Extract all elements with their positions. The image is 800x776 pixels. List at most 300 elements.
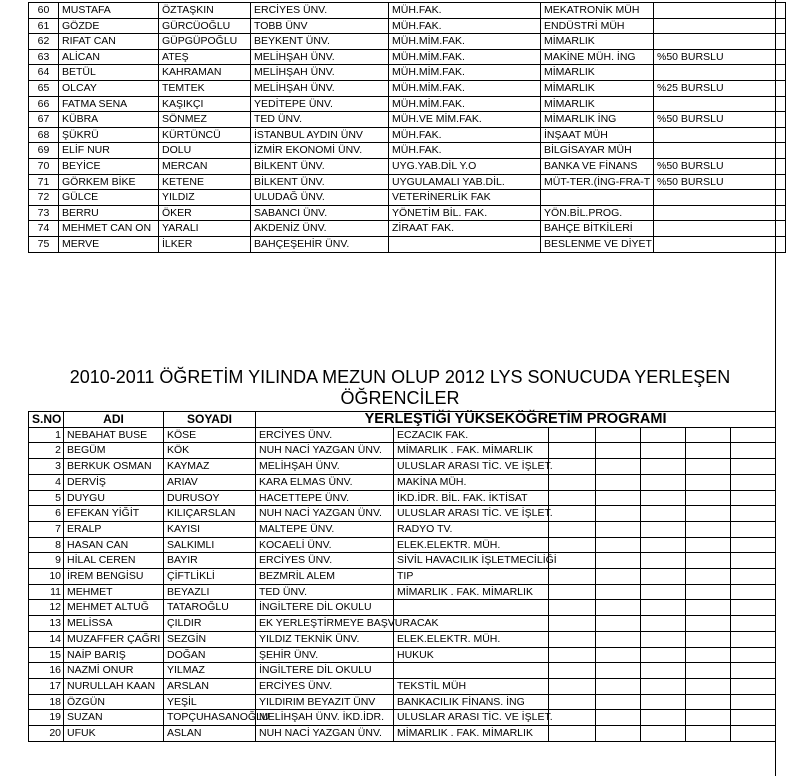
empty-cell (731, 521, 776, 537)
first-name: BERKUK OSMAN (64, 459, 164, 475)
first-name: NAZMİ ONUR (64, 663, 164, 679)
row-number: 9 (29, 553, 64, 569)
empty-cell (641, 553, 686, 569)
table-row (29, 521, 776, 537)
row-number: 66 (29, 96, 59, 112)
department: BANKA VE FİNANS (541, 158, 654, 174)
table-row (29, 18, 786, 34)
empty-cell (731, 443, 776, 459)
faculty: MÜH.MİM.FAK. (389, 65, 541, 81)
empty-cell (549, 443, 596, 459)
first-name: MERVE (59, 236, 159, 252)
university: MALTEPE ÜNV. (256, 521, 394, 537)
surname: TEMTEK (159, 80, 251, 96)
empty-cell (686, 521, 731, 537)
surname: KAYMAZ (164, 459, 256, 475)
program: MİMARLIK . FAK. MİMARLIK (394, 726, 549, 742)
department: İNŞAAT MÜH (541, 127, 654, 143)
header-name: ADI (64, 412, 164, 428)
program (394, 663, 549, 679)
row-number: 74 (29, 221, 59, 237)
university: ERCİYES ÜNV. (256, 553, 394, 569)
program: TIP (394, 569, 549, 585)
first-name: HİLAL CEREN (64, 553, 164, 569)
first-name: DUYGU (64, 490, 164, 506)
university: BEZMRİL ALEM (256, 569, 394, 585)
faculty: VETERİNERLİK FAK (389, 190, 541, 206)
row-number: 8 (29, 537, 64, 553)
faculty: MÜH.MİM.FAK. (389, 49, 541, 65)
university: ERCİYES ÜNV. (256, 678, 394, 694)
university: İNGİLTERE DİL OKULU (256, 663, 394, 679)
university: MELİHŞAH ÜNV. İKD.İDR. (256, 710, 394, 726)
empty-cell (596, 427, 641, 443)
table-row (29, 443, 776, 459)
department: MİMARLIK (541, 34, 654, 50)
program: MAKİNA MÜH. (394, 474, 549, 490)
empty-cell (686, 600, 731, 616)
table-row (29, 174, 786, 190)
table-row (29, 143, 786, 159)
empty-cell (641, 427, 686, 443)
empty-cell (549, 584, 596, 600)
row-number: 73 (29, 205, 59, 221)
row-number: 72 (29, 190, 59, 206)
program: RADYO TV. (394, 521, 549, 537)
empty-cell (731, 490, 776, 506)
surname: YARALI (159, 221, 251, 237)
surname: ÖKER (159, 205, 251, 221)
row-number: 19 (29, 710, 64, 726)
surname: KÜRTÜNCÜ (159, 127, 251, 143)
table-row (29, 569, 776, 585)
faculty: MÜH.FAK. (389, 127, 541, 143)
row-number: 2 (29, 443, 64, 459)
table-row (29, 584, 776, 600)
students-table-continued (28, 2, 786, 253)
scholarship: %25 BURSLU (654, 80, 786, 96)
empty-cell (686, 584, 731, 600)
first-name: BERRU (59, 205, 159, 221)
row-number: 64 (29, 65, 59, 81)
surname: SÖNMEZ (159, 112, 251, 128)
table-row (29, 158, 786, 174)
program: BANKACILIK FİNANS. İNG (394, 694, 549, 710)
empty-cell (549, 631, 596, 647)
first-name: ALİCAN (59, 49, 159, 65)
empty-cell (596, 631, 641, 647)
table-row (29, 127, 786, 143)
table-row (29, 647, 776, 663)
first-name: MELİSSA (64, 616, 164, 632)
table-row (29, 427, 776, 443)
surname: KÖK (164, 443, 256, 459)
empty-cell (731, 569, 776, 585)
first-name: SUZAN (64, 710, 164, 726)
table-row (29, 506, 776, 522)
faculty: MÜH.FAK. (389, 18, 541, 34)
empty-cell (596, 678, 641, 694)
empty-cell (641, 459, 686, 475)
first-name: KÜBRA (59, 112, 159, 128)
department: MİMARLIK (541, 65, 654, 81)
university: NUH NACİ YAZGAN ÜNV. (256, 726, 394, 742)
surname: DOĞAN (164, 647, 256, 663)
table-row (29, 537, 776, 553)
faculty: MÜH.MİM.FAK. (389, 80, 541, 96)
empty-cell (641, 490, 686, 506)
surname: BEYAZLI (164, 584, 256, 600)
surname: TOPÇUHASANOĞLU (164, 710, 256, 726)
table-row (29, 694, 776, 710)
program: MİMARLIK . FAK. MİMARLIK (394, 584, 549, 600)
empty-cell (596, 600, 641, 616)
faculty: ZİRAAT FAK. (389, 221, 541, 237)
empty-cell (549, 616, 596, 632)
university: ULUDAĞ ÜNV. (251, 190, 389, 206)
empty-cell (731, 459, 776, 475)
row-number: 62 (29, 34, 59, 50)
empty-cell (596, 663, 641, 679)
row-number: 68 (29, 127, 59, 143)
empty-cell (596, 726, 641, 742)
empty-cell (596, 537, 641, 553)
table-row (29, 663, 776, 679)
university: TED ÜNV. (256, 584, 394, 600)
university: ERCİYES ÜNV. (251, 3, 389, 19)
empty-cell (549, 600, 596, 616)
empty-cell (731, 553, 776, 569)
scholarship (654, 34, 786, 50)
university: KARA ELMAS ÜNV. (256, 474, 394, 490)
department: MÜT-TER.(İNG-FRA-T (541, 174, 654, 190)
empty-cell (641, 647, 686, 663)
empty-cell (731, 616, 776, 632)
empty-cell (686, 490, 731, 506)
row-number: 71 (29, 174, 59, 190)
university: BAHÇEŞEHİR ÜNV. (251, 236, 389, 252)
faculty: MÜH.MİM.FAK. (389, 96, 541, 112)
scholarship: %50 BURSLU (654, 174, 786, 190)
row-number: 61 (29, 18, 59, 34)
university: NUH NACİ YAZGAN ÜNV. (256, 506, 394, 522)
scholarship (654, 65, 786, 81)
first-name: GÜLCE (59, 190, 159, 206)
university: HACETTEPE ÜNV. (256, 490, 394, 506)
university: BİLKENT ÜNV. (251, 158, 389, 174)
faculty: YÖNETİM BİL. FAK. (389, 205, 541, 221)
empty-cell (731, 584, 776, 600)
row-number: 5 (29, 490, 64, 506)
empty-cell (731, 678, 776, 694)
row-number: 16 (29, 663, 64, 679)
row-number: 7 (29, 521, 64, 537)
table-row (29, 49, 786, 65)
empty-cell (686, 537, 731, 553)
department: MEKATRONİK MÜH (541, 3, 654, 19)
surname: KAYISI (164, 521, 256, 537)
surname: DURUSOY (164, 490, 256, 506)
first-name: DERVİŞ (64, 474, 164, 490)
university: İNGİLTERE DİL OKULU (256, 600, 394, 616)
row-number: 67 (29, 112, 59, 128)
empty-cell (686, 647, 731, 663)
table-row (29, 490, 776, 506)
empty-cell (686, 553, 731, 569)
surname: SALKIMLI (164, 537, 256, 553)
program: İKD.İDR. BİL. FAK. İKTİSAT (394, 490, 549, 506)
empty-cell (596, 616, 641, 632)
scholarship (654, 190, 786, 206)
first-name: ELİF NUR (59, 143, 159, 159)
empty-cell (641, 443, 686, 459)
table-row (29, 553, 776, 569)
empty-cell (596, 474, 641, 490)
table-row (29, 459, 776, 475)
table-row (29, 96, 786, 112)
empty-cell (731, 474, 776, 490)
university: ŞEHİR ÜNV. (256, 647, 394, 663)
surname: KAHRAMAN (159, 65, 251, 81)
university: MELİHŞAH ÜNV. (256, 459, 394, 475)
empty-cell (641, 663, 686, 679)
first-name: GÖZDE (59, 18, 159, 34)
faculty: MÜH.FAK. (389, 143, 541, 159)
first-name: NEBAHAT BUSE (64, 427, 164, 443)
row-number: 75 (29, 236, 59, 252)
university: YILDIZ TEKNİK ÜNV. (256, 631, 394, 647)
university: EK YERLEŞTİRMEYE BAŞVURACAK (256, 616, 394, 632)
table-row (29, 474, 776, 490)
university: İSTANBUL AYDIN ÜNV (251, 127, 389, 143)
scholarship (654, 205, 786, 221)
surname: İLKER (159, 236, 251, 252)
empty-cell (549, 647, 596, 663)
row-number: 69 (29, 143, 59, 159)
faculty: MÜH.VE MİM.FAK. (389, 112, 541, 128)
row-number: 11 (29, 584, 64, 600)
university: TED ÜNV. (251, 112, 389, 128)
program: ULUSLAR ARASI TİC. VE İŞLET. (394, 506, 549, 522)
empty-cell (549, 694, 596, 710)
surname: ARIAV (164, 474, 256, 490)
university: İZMİR EKONOMİ ÜNV. (251, 143, 389, 159)
empty-cell (731, 537, 776, 553)
surname: KÖSE (164, 427, 256, 443)
placement-table (28, 411, 776, 742)
first-name: İREM BENGİSU (64, 569, 164, 585)
first-name: BEYİCE (59, 158, 159, 174)
department: MAKİNE MÜH. İNG (541, 49, 654, 65)
program: ECZACIK FAK. (394, 427, 549, 443)
first-name: ÖZGÜN (64, 694, 164, 710)
first-name: MUSTAFA (59, 3, 159, 19)
empty-cell (641, 616, 686, 632)
header-program: YERLEŞTİĞİ YÜKSEKÖĞRETİM PROGRAMI (256, 412, 776, 428)
scholarship (654, 221, 786, 237)
empty-cell (731, 600, 776, 616)
empty-cell (641, 678, 686, 694)
first-name: BEGÜM (64, 443, 164, 459)
table-row (29, 236, 786, 252)
surname: KAŞIKÇI (159, 96, 251, 112)
empty-cell (596, 569, 641, 585)
empty-cell (686, 631, 731, 647)
program (394, 600, 549, 616)
first-name: UFUK (64, 726, 164, 742)
table-row (29, 710, 776, 726)
empty-cell (549, 521, 596, 537)
scholarship (654, 127, 786, 143)
empty-cell (596, 553, 641, 569)
table-row (29, 616, 776, 632)
university: SABANCI ÜNV. (251, 205, 389, 221)
empty-cell (731, 726, 776, 742)
program: SİVİL HAVACILIK İŞLETMECİLİĞİ (394, 553, 549, 569)
university: YEDİTEPE ÜNV. (251, 96, 389, 112)
empty-cell (641, 631, 686, 647)
surname: YEŞİL (164, 694, 256, 710)
surname: KILIÇARSLAN (164, 506, 256, 522)
university: AKDENİZ ÜNV. (251, 221, 389, 237)
university: MELİHŞAH ÜNV. (251, 80, 389, 96)
empty-cell (596, 694, 641, 710)
scholarship (654, 236, 786, 252)
empty-cell (686, 710, 731, 726)
faculty (389, 236, 541, 252)
department: BİLGİSAYAR MÜH (541, 143, 654, 159)
first-name: NURULLAH KAAN (64, 678, 164, 694)
table-row (29, 190, 786, 206)
program: HUKUK (394, 647, 549, 663)
empty-cell (641, 694, 686, 710)
row-number: 15 (29, 647, 64, 663)
surname: DOLU (159, 143, 251, 159)
university: ERCİYES ÜNV. (256, 427, 394, 443)
empty-cell (731, 694, 776, 710)
empty-cell (549, 459, 596, 475)
empty-cell (549, 490, 596, 506)
empty-cell (596, 490, 641, 506)
table-row (29, 112, 786, 128)
program: ELEK.ELEKTR. MÜH. (394, 631, 549, 647)
department: YÖN.BİL.PROG. (541, 205, 654, 221)
surname: ASLAN (164, 726, 256, 742)
empty-cell (596, 506, 641, 522)
first-name: RIFAT CAN (59, 34, 159, 50)
surname: TATAROĞLU (164, 600, 256, 616)
table-row (29, 600, 776, 616)
scholarship (654, 3, 786, 19)
first-name: OLCAY (59, 80, 159, 96)
row-number: 3 (29, 459, 64, 475)
program: ELEK.ELEKTR. MÜH. (394, 537, 549, 553)
empty-cell (641, 710, 686, 726)
empty-cell (549, 427, 596, 443)
row-number: 1 (29, 427, 64, 443)
faculty: UYGULAMALI YAB.DİL. (389, 174, 541, 190)
department: MİMARLIK (541, 96, 654, 112)
university: NUH NACİ YAZGAN ÜNV. (256, 443, 394, 459)
table-row (29, 678, 776, 694)
row-number: 6 (29, 506, 64, 522)
empty-cell (549, 726, 596, 742)
first-name: FATMA SENA (59, 96, 159, 112)
section-title-line2: ÖĞRENCİLER (340, 388, 460, 408)
faculty: MÜH.FAK. (389, 3, 541, 19)
row-number: 70 (29, 158, 59, 174)
empty-cell (549, 710, 596, 726)
first-name: MEHMET CAN ON (59, 221, 159, 237)
first-name: BETÜL (59, 65, 159, 81)
surname: YILMAZ (164, 663, 256, 679)
surname: YILDIZ (159, 190, 251, 206)
first-name: MUZAFFER ÇAĞRI (64, 631, 164, 647)
empty-cell (641, 474, 686, 490)
empty-cell (641, 537, 686, 553)
section-title: 2010-2011 ÖĞRETİM YILINDA MEZUN OLUP 2012 LYS SONUCUDA YERLEŞEN (69, 367, 731, 387)
table-row (29, 3, 786, 19)
empty-cell (641, 584, 686, 600)
surname: MERCAN (159, 158, 251, 174)
program: TEKSTİL MÜH (394, 678, 549, 694)
empty-cell (686, 443, 731, 459)
scholarship (654, 96, 786, 112)
empty-cell (596, 521, 641, 537)
empty-cell (641, 600, 686, 616)
empty-cell (549, 474, 596, 490)
surname: SEZGİN (164, 631, 256, 647)
first-name: MEHMET (64, 584, 164, 600)
empty-cell (731, 663, 776, 679)
empty-cell (686, 616, 731, 632)
empty-cell (731, 506, 776, 522)
empty-cell (641, 726, 686, 742)
empty-cell (596, 459, 641, 475)
row-number: 13 (29, 616, 64, 632)
university: KOCAELİ ÜNV. (256, 537, 394, 553)
first-name: MEHMET ALTUĞ (64, 600, 164, 616)
empty-cell (596, 710, 641, 726)
table-row (29, 631, 776, 647)
row-number: 10 (29, 569, 64, 585)
surname: ÇİFTLİKLİ (164, 569, 256, 585)
scholarship: %50 BURSLU (654, 158, 786, 174)
row-number: 18 (29, 694, 64, 710)
surname: BAYIR (164, 553, 256, 569)
university: BİLKENT ÜNV. (251, 174, 389, 190)
program: ULUSLAR ARASI TİC. VE İŞLET. (394, 710, 549, 726)
surname: ÖZTAŞKIN (159, 3, 251, 19)
surname: GÜRCÜOĞLU (159, 18, 251, 34)
empty-cell (549, 537, 596, 553)
program: MİMARLIK . FAK. MİMARLIK (394, 443, 549, 459)
surname: ARSLAN (164, 678, 256, 694)
first-name: NAİP BARIŞ (64, 647, 164, 663)
empty-cell (686, 474, 731, 490)
empty-cell (731, 631, 776, 647)
empty-cell (731, 647, 776, 663)
department: MİMARLIK İNG (541, 112, 654, 128)
empty-cell (686, 427, 731, 443)
empty-cell (731, 710, 776, 726)
first-name: HASAN CAN (64, 537, 164, 553)
empty-cell (731, 427, 776, 443)
header-surname: SOYADI (164, 412, 256, 428)
row-number: 14 (29, 631, 64, 647)
empty-cell (641, 569, 686, 585)
scholarship (654, 143, 786, 159)
